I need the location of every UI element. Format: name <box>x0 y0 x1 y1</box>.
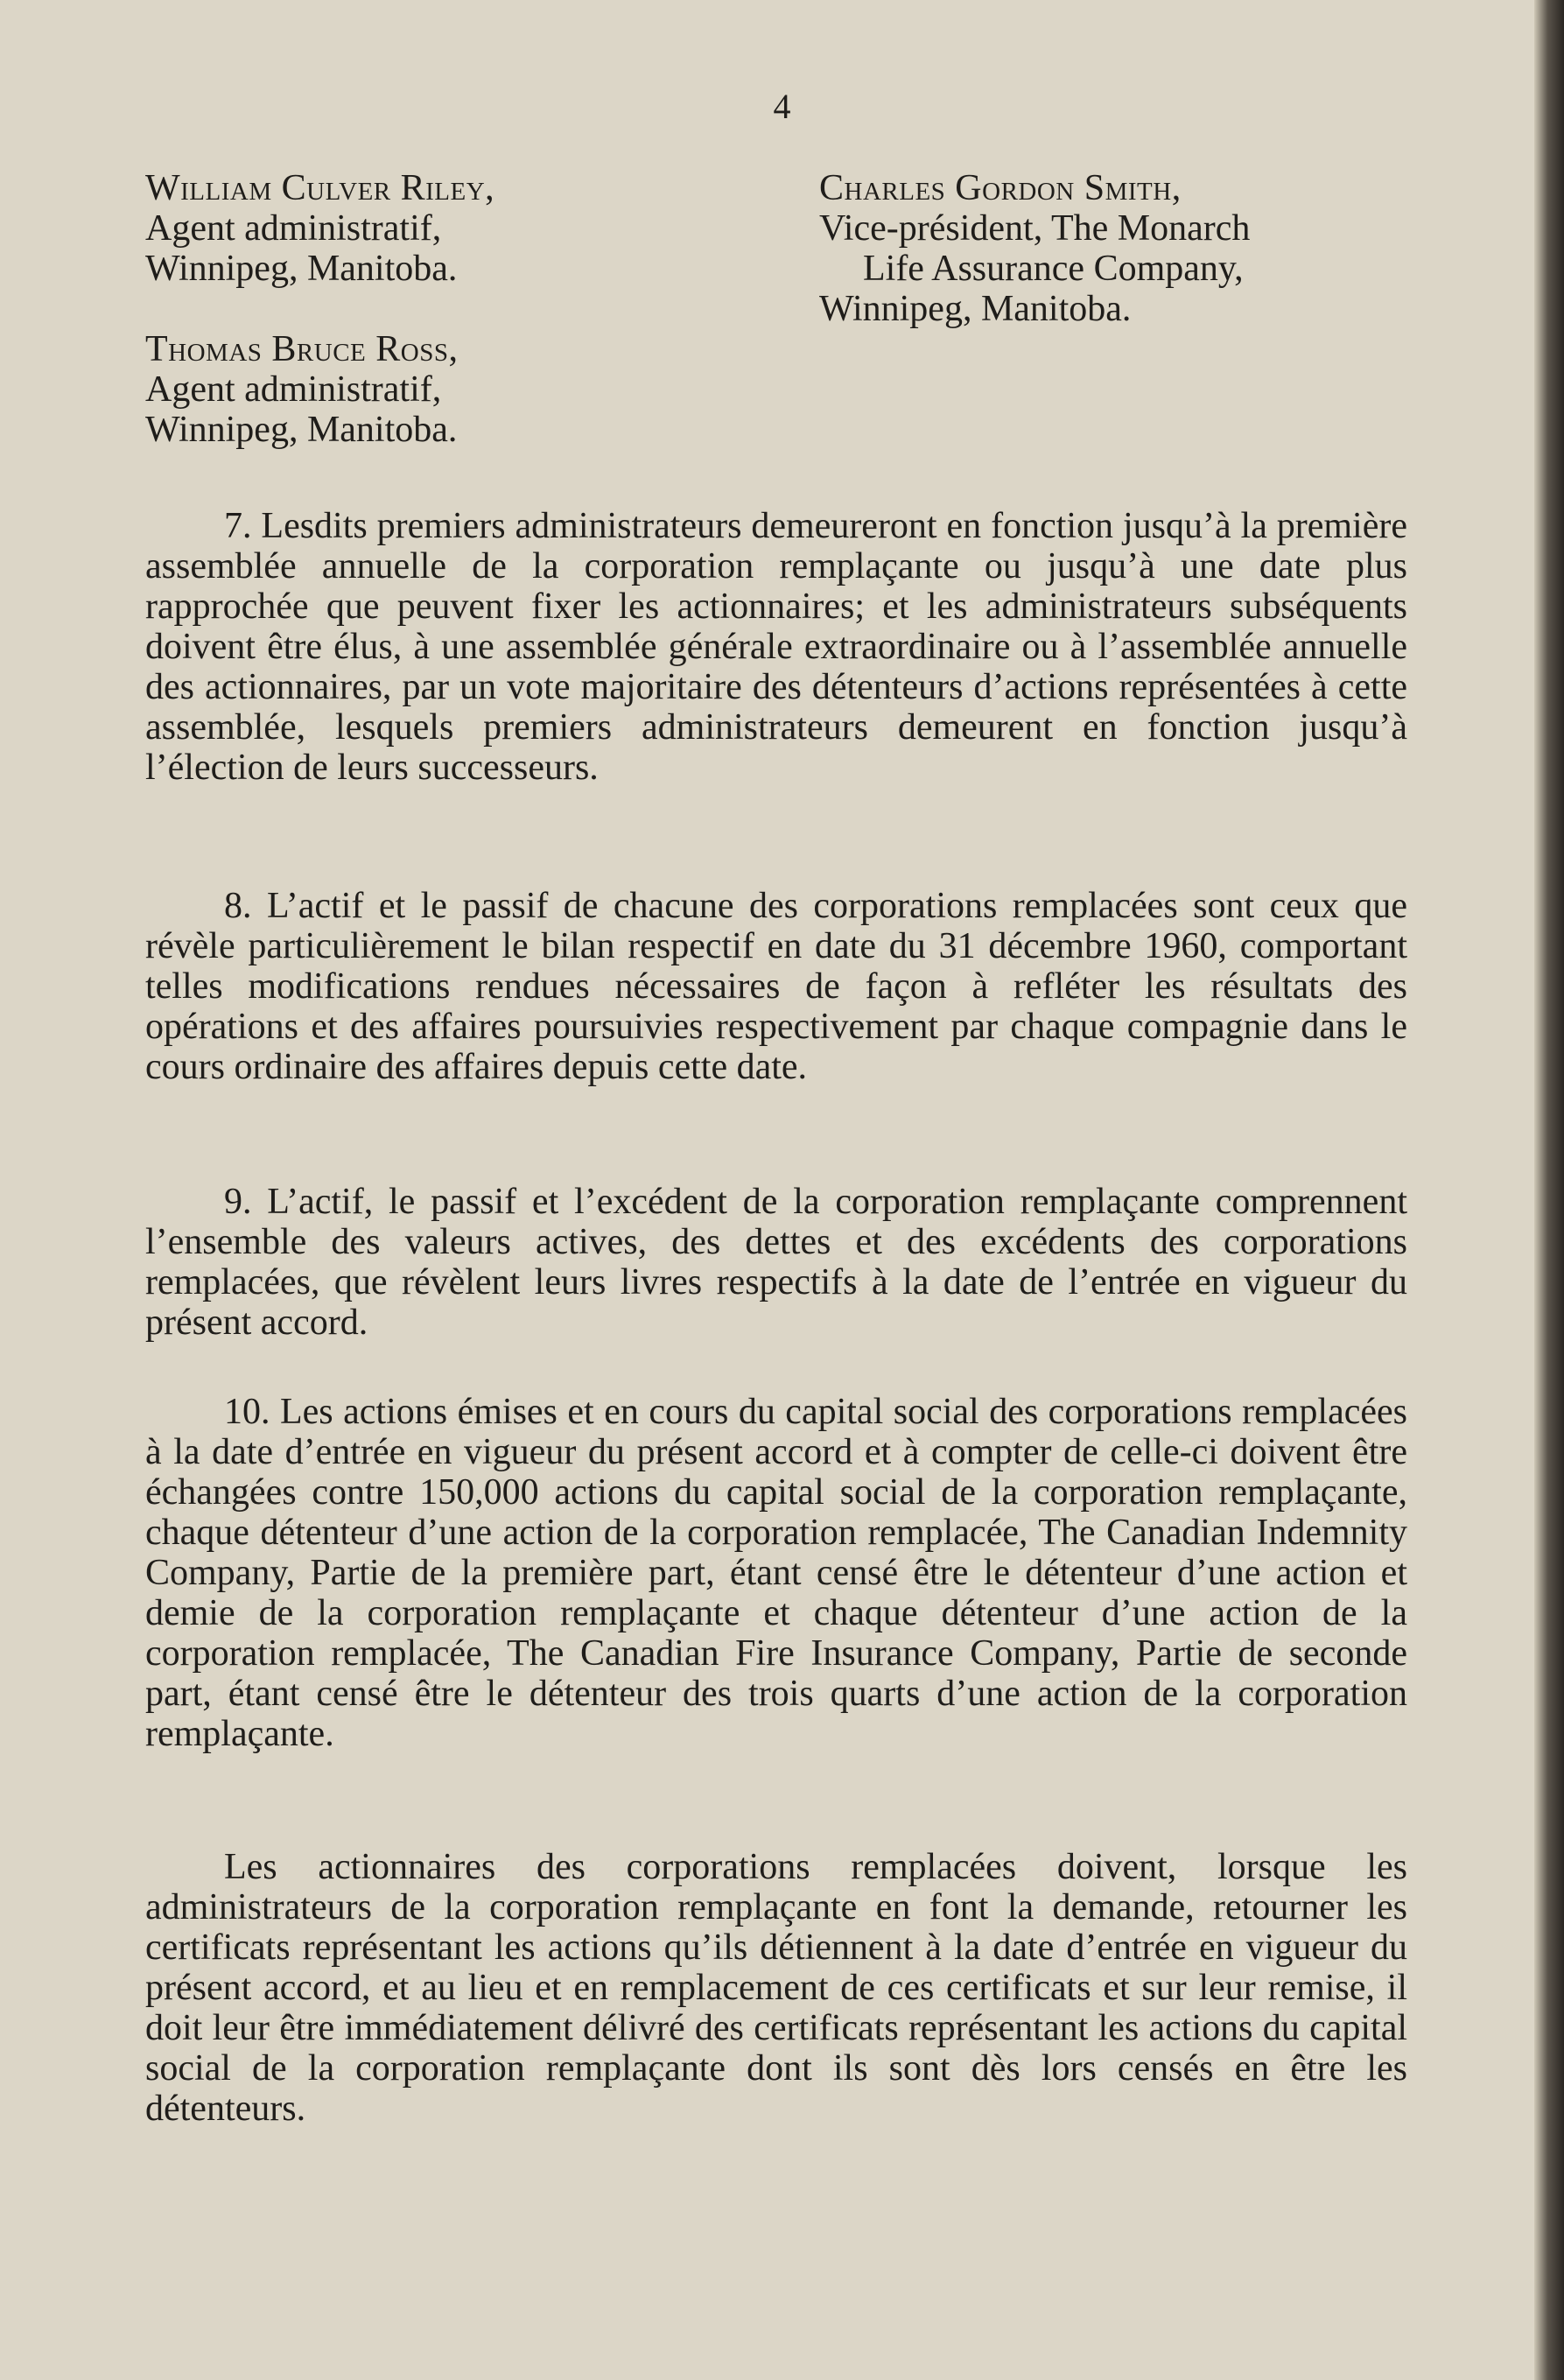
directors-list <box>145 168 1414 457</box>
paragraph-7: 7. Lesdits premiers administrateurs demeureront en fonction jusqu’à la première assemblée annuelle de la corporation remplaçante ou jusqu’à une date plus rapprochée que peuvent fixer les actionnaires; et les administrateurs subséquents doivent être élus, à une assemblée générale extraordinaire ou à l’assemblée annuelle des actionnaires, par un vote majoritaire des détenteurs d’actions représentées à cette assemblée, lesquels premiers administrateurs demeurent en fonction jusqu’à l’élection de leurs successeurs. <box>145 506 1407 788</box>
director-city: Winnipeg, Manitoba. <box>819 289 1132 329</box>
director-city: Winnipeg, Manitoba. <box>145 249 458 289</box>
director-name: Charles Gordon Smith, <box>819 168 1182 208</box>
director-city: Winnipeg, Manitoba. <box>145 410 458 450</box>
director-title: Vice-président, The Monarch <box>819 208 1251 249</box>
paragraph-9: 9. L’actif, le passif et l’excédent de la corporation remplaçante comprennent l’ensemble des valeurs actives, des dettes et des excédents des corporations remplacées, que révèlent leurs livres respectifs à la date de l’entrée en vigueur du présent accord. <box>145 1182 1407 1343</box>
paragraph-shareholders: Les actionnaires des corporations remplacées doivent, lorsque les administrateurs de la corporation remplaçante en font la demande, retourner les certificats représentant les actions qu’ils détiennent à la date d’entrée en vigueur du présent accord, et au lieu et en remplacement de ces certificats et sur leur remise, il doit leur être immédiatement délivré des certificats représentant les actions du capital social de la corporation remplaçante dont ils sont dès lors censés en être les détenteurs. <box>145 1847 1407 2129</box>
director-title: Agent administratif, <box>145 369 442 410</box>
director-riley <box>145 168 494 289</box>
page-number: 4 <box>773 87 791 126</box>
director-name: Thomas Bruce Ross, <box>145 329 459 369</box>
director-smith <box>819 168 1250 329</box>
director-title: Agent administratif, <box>145 208 442 249</box>
paragraph-8: 8. L’actif et le passif de chacune des corporations remplacées sont ceux que révèle particulièrement le bilan respectif en date du 31 décembre 1960, comportant telles modifications rendues nécessaires de façon à refléter les résultats des opérations et des affaires poursuivies respectivement par chaque compagnie dans le cours ordinaire des affaires depuis cette date. <box>145 886 1407 1087</box>
director-name: William Culver Riley, <box>145 168 495 208</box>
page-edge-shadow <box>1534 0 1564 2380</box>
director-company: Life Assurance Company, <box>863 249 1244 289</box>
paragraph-10: 10. Les actions émises et en cours du capital social des corporations remplacées à la date d’entrée en vigueur du présent accord et à compter de celle-ci doivent être échangées contre 150,000 actions du capital social de la corporation remplaçante, chaque détenteur d’une action de la corporation remplacée, The Canadian Indemnity Company, Partie de la première part, étant censé être le détenteur d’une action et demie de la corporation remplaçante et chaque détenteur d’une action de la corporation remplacée, The Canadian Fire Insurance Company, Partie de seconde part, étant censé être le détenteur des trois quarts d’une action de la corporation remplaçante. <box>145 1392 1407 1754</box>
director-ross <box>145 329 458 450</box>
